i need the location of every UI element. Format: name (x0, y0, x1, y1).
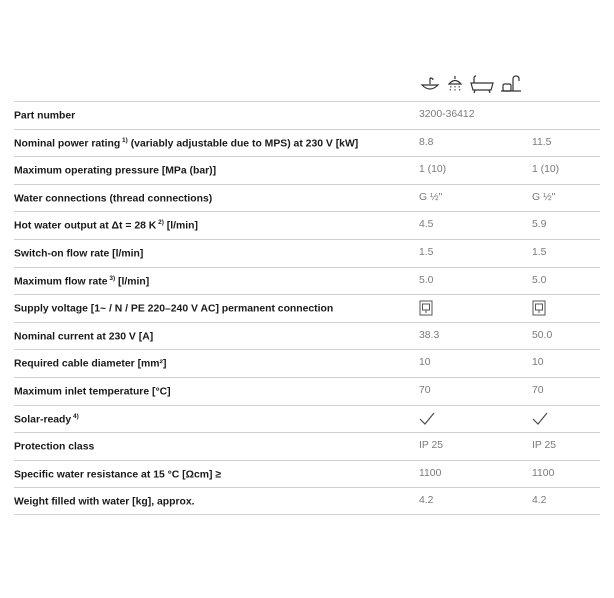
row-label (14, 468, 221, 480)
permanent-connection-icon (419, 300, 433, 316)
shower-icon (446, 74, 464, 94)
table-row (14, 432, 600, 460)
row-label (14, 137, 358, 149)
value-model-2: 10 (532, 357, 544, 369)
table-row (14, 460, 600, 488)
table-row (14, 322, 600, 350)
row-label-text: Hot water output at Δt = 28 K (14, 220, 157, 232)
row-label-text: Weight filled with water [kg], approx. (14, 496, 195, 508)
row-label (14, 219, 198, 231)
table-row (14, 211, 600, 239)
value-model-2: G ½" (532, 191, 556, 203)
footnote-ref: 4) (71, 412, 79, 420)
value-model-1: 1 (10) (419, 164, 447, 176)
row-label (14, 164, 216, 176)
value-model-1: 10 (419, 357, 431, 369)
footnote-ref: 2) (156, 219, 164, 227)
checkmark-icon (532, 412, 548, 426)
usage-icons (420, 72, 522, 96)
row-label (14, 330, 153, 342)
value-model-2 (532, 412, 548, 429)
checkmark-icon (419, 412, 435, 426)
value-model-2: 50.0 (532, 329, 553, 341)
value-model-2: IP 25 (532, 440, 557, 452)
row-label-text: Maximum inlet temperature [°C] (14, 386, 171, 398)
row-label-text: Switch-on flow rate [l/min] (14, 248, 144, 260)
value-model-1: 4.5 (419, 219, 434, 231)
row-label (14, 247, 143, 259)
value-model-2 (532, 300, 546, 319)
value-model-1 (419, 412, 435, 429)
washbasin-icon (420, 74, 440, 94)
row-label-text: Supply voltage [1~ / N / PE 220–240 V AC] permanent connection (14, 303, 334, 315)
table-row (14, 101, 600, 129)
value-model-2: 1 (10) (532, 164, 560, 176)
row-label-text: Nominal power rating (14, 138, 121, 150)
row-label (14, 495, 195, 507)
row-label (14, 192, 212, 204)
row-label-text: Water connections (thread connections) (14, 193, 213, 205)
row-label-text: Protection class (14, 441, 95, 453)
value-model-2: 5.0 (532, 274, 547, 286)
row-label (14, 275, 149, 287)
footnote-ref: 3) (107, 274, 116, 282)
row-label (14, 109, 75, 121)
row-label-suffix: (variably adjustable due to MPS) at 230 V [kW] (127, 138, 359, 150)
row-label (14, 385, 171, 397)
value-model-2: 70 (532, 384, 544, 396)
value-model-2: 11.5 (532, 136, 552, 148)
value-model-2: 5.9 (532, 219, 547, 231)
table-row (14, 349, 600, 377)
row-label-suffix: [l/min] (115, 276, 150, 288)
value-model-2: 1.5 (532, 246, 547, 258)
bathtub-icon (470, 74, 494, 94)
value-model-1: 1.5 (419, 246, 434, 258)
value-model-1: 3200-36412 (419, 109, 475, 120)
value-model-1: 5.0 (419, 274, 434, 286)
value-model-2: 1100 (532, 467, 555, 479)
table-row (14, 487, 600, 515)
table-row (14, 267, 600, 295)
row-label-text: Specific water resistance at 15 °C [Ωcm] ≥ (14, 469, 222, 481)
table-row (14, 377, 600, 405)
value-model-1: 1100 (419, 467, 442, 479)
row-label-text: Solar-ready (14, 414, 72, 425)
table-row (14, 129, 600, 157)
table-row (14, 405, 600, 433)
row-label-suffix: [l/min] (163, 220, 198, 232)
value-model-1: 8.8 (419, 136, 434, 148)
kitchen-tap-icon (500, 74, 522, 94)
row-label-text: Part number (14, 110, 76, 122)
row-label (14, 357, 166, 369)
spec-table (14, 101, 600, 515)
row-label-text: Maximum operating pressure [MPa (bar)] (14, 165, 217, 177)
permanent-connection-icon (532, 300, 546, 316)
value-model-1: 4.2 (419, 495, 434, 507)
row-label (14, 440, 94, 452)
value-model-1 (419, 300, 433, 319)
row-label-text: Maximum flow rate (14, 276, 108, 288)
table-row (14, 239, 600, 267)
value-model-2: 4.2 (532, 495, 547, 507)
value-model-1: 38.3 (419, 329, 440, 341)
table-row (14, 294, 600, 322)
row-label (14, 302, 333, 314)
table-row (14, 184, 600, 212)
row-label-text: Required cable diameter [mm²] (14, 358, 167, 370)
value-model-1: IP 25 (419, 440, 444, 452)
value-model-1: G ½" (419, 191, 443, 203)
footnote-ref: 1) (120, 136, 128, 144)
row-label (14, 413, 79, 425)
row-label-text: Nominal current at 230 V [A] (14, 331, 154, 343)
table-row (14, 156, 600, 184)
value-model-1: 70 (419, 384, 431, 396)
